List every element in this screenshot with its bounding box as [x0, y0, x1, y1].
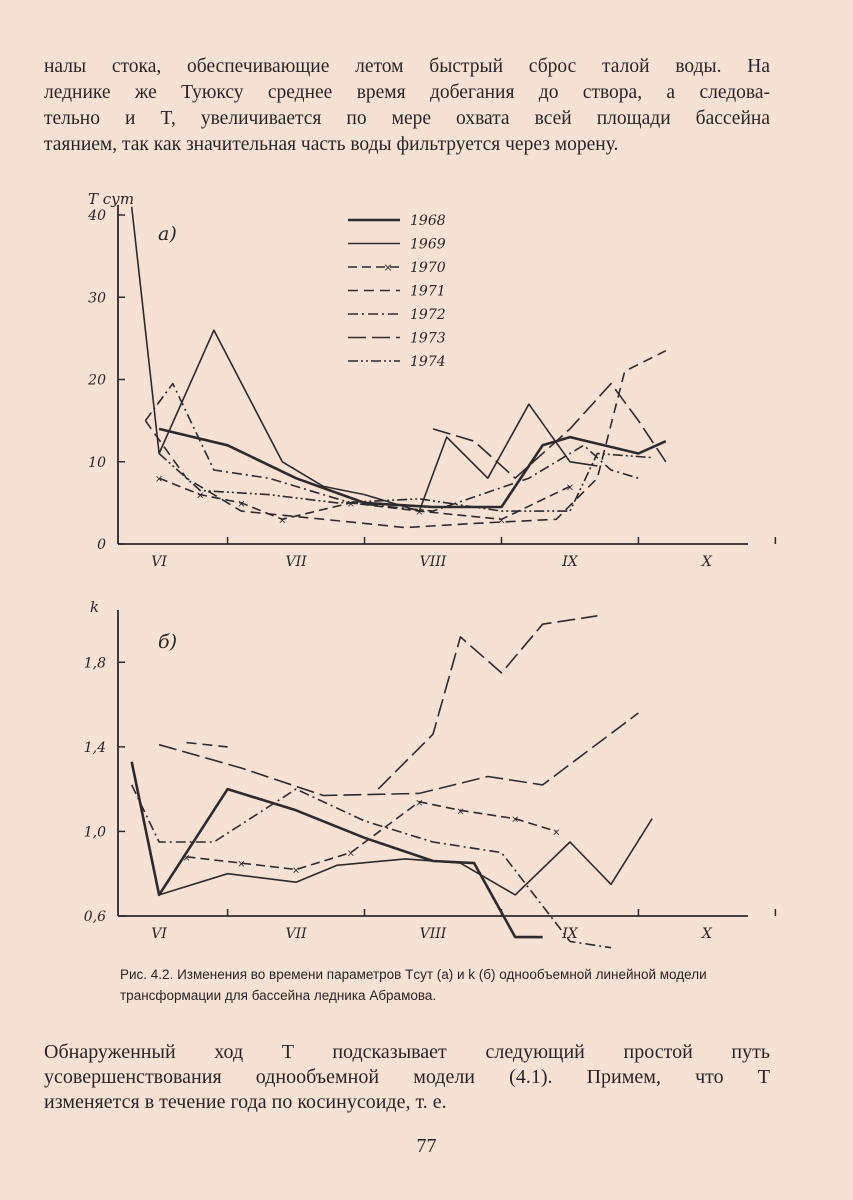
chart-b: [0, 590, 853, 960]
series-line-1973: [378, 616, 597, 789]
x-tick-label: X: [701, 926, 712, 942]
legend-label-1969: 1969: [410, 236, 446, 253]
y-tick-label: 1,8: [83, 655, 106, 672]
series-line-1974: [159, 713, 638, 796]
series-marker-1970: ×: [278, 515, 287, 527]
series-marker-1970: ×: [415, 797, 424, 809]
series-line-1969: [132, 764, 652, 895]
text-line: изменяется в течение года по косинусоиде, т. е.: [44, 1091, 447, 1113]
y-tick-label: 30: [88, 290, 106, 307]
paragraph-bottom: [44, 1040, 770, 1115]
series-line-1971: [145, 351, 665, 528]
text-line: налы стока, обеспечивающие летом быстрый сброс талой воды. На: [44, 56, 770, 77]
series-marker-1970: ×: [497, 515, 506, 527]
text-line: тельно и T, увеличивается по мере охвата всей площади бассейна: [44, 108, 770, 129]
legend-label-1974: 1974: [410, 354, 446, 370]
series-marker-1970: ×: [182, 852, 191, 864]
series-marker-1970: ×: [456, 806, 465, 818]
y-axis-label: T сут: [88, 190, 135, 208]
series-marker-1970: ×: [346, 498, 356, 510]
paragraph-top: [44, 54, 770, 158]
x-tick-label: VIII: [419, 926, 447, 942]
y-tick-label: 0,6: [83, 909, 106, 925]
text-line: леднике же Туюксу среднее время добегания до створа, а следова-: [44, 82, 770, 103]
series-line-1973: [433, 384, 666, 479]
legend-label-1972: 1972: [410, 307, 446, 323]
series-marker-1970: ×: [237, 859, 246, 871]
series-line-1974: [159, 454, 652, 512]
figure-caption: Рис. 4.2. Изменения во времени параметров Tсут (а) и k (б) однообъемной линейной модели трансформации для бассейна ледника Абрамова.: [120, 967, 707, 1003]
series-line-1969: [132, 207, 598, 511]
x-tick-label: IX: [562, 926, 578, 942]
text-line: Обнаруженный ход T подсказывает следующий простой путь: [44, 1041, 770, 1063]
series-marker-1970: ×: [415, 507, 424, 519]
x-tick-label: X: [701, 554, 712, 570]
legend-marker: ×: [383, 261, 393, 274]
series-marker-1970: ×: [346, 848, 356, 860]
y-axis-label: k: [90, 598, 100, 616]
series-marker-1970: ×: [237, 498, 246, 510]
series-line-1971: [187, 743, 228, 747]
legend-label-1970: 1970: [410, 260, 446, 276]
x-tick-label: VII: [285, 554, 307, 570]
y-tick-label: 20: [88, 372, 106, 389]
x-tick-label: VI: [151, 926, 167, 942]
series-marker-1970: ×: [195, 490, 205, 502]
y-tick-label: 1,4: [83, 739, 106, 756]
series-marker-1970: ×: [510, 814, 520, 826]
x-tick-label: VII: [285, 926, 307, 942]
text-line: таянием, так как значительная часть воды фильтруется через морену.: [44, 134, 619, 155]
y-tick-label: 10: [88, 454, 106, 471]
legend-label-1973: 1973: [410, 330, 446, 347]
y-tick-label: 40: [88, 208, 106, 224]
x-tick-label: VI: [151, 554, 167, 570]
page-number: 77: [416, 1135, 437, 1157]
text-line: усовершенствования однообъемной модели (4.1). Примем, что T: [44, 1066, 770, 1088]
series-marker-1970: ×: [154, 474, 164, 486]
legend-label-1971: 1971: [410, 283, 446, 300]
x-tick-label: IX: [562, 554, 578, 570]
chart-a: [0, 180, 853, 580]
series-marker-1970: ×: [565, 482, 575, 494]
series-marker-1970: ×: [552, 827, 561, 839]
x-tick-label: VIII: [419, 554, 447, 570]
series-line-1972: [132, 785, 611, 948]
legend-label-1968: 1968: [410, 213, 446, 229]
series-marker-1970: ×: [291, 865, 301, 877]
y-tick-label: 1,0: [83, 824, 106, 841]
series-line-1968: [132, 762, 543, 937]
panel-label: б): [158, 631, 178, 653]
panel-label: а): [158, 223, 177, 245]
y-tick-label: 0: [97, 537, 106, 553]
